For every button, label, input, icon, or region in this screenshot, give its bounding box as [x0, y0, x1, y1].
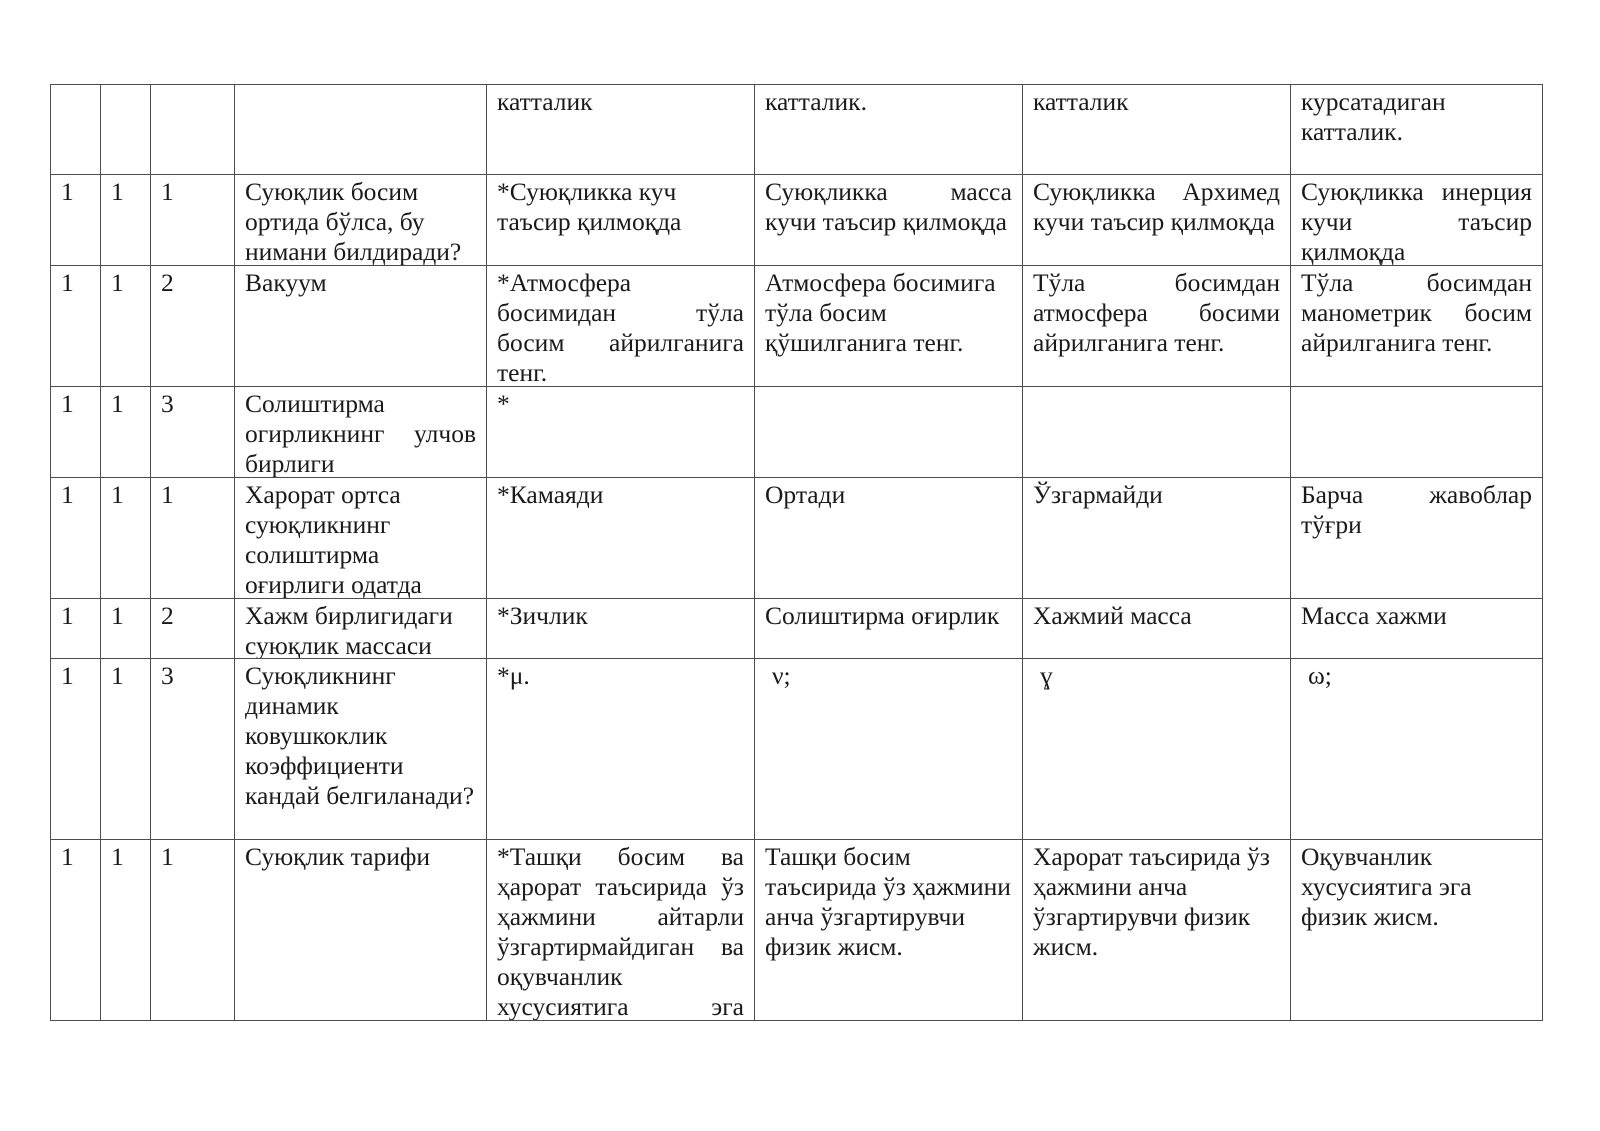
answer-correct-cell: *Ташқи босим ва ҳарорат таъсирида ўз ҳажмини айтарли ўзгартирмайдиган ва оқувчанлик хусусиятига эга	[487, 840, 755, 1021]
answer-option-3-cell: Суюқликка Архимед кучи таъсир қилмоқда	[1023, 175, 1291, 266]
question-text-cell: Вакуум	[235, 266, 487, 387]
question-number-cell: 3	[151, 659, 235, 840]
level-number-cell: 1	[51, 659, 101, 840]
question-text-cell: Суюқлик тарифи	[235, 840, 487, 1021]
answer-correct-cell: катталик	[487, 85, 755, 175]
answer-correct-cell: *Суюқликка куч таъсир қилмоқда	[487, 175, 755, 266]
answer-option-3-cell: Ўзгармайди	[1023, 478, 1291, 599]
answer-option-2-cell: Ортади	[755, 478, 1023, 599]
answer-option-4-cell: Масса хажми	[1291, 599, 1543, 659]
answer-correct-cell: *Камаяди	[487, 478, 755, 599]
answer-correct-cell: *Зичлик	[487, 599, 755, 659]
answer-option-3-cell: Хажмий масса	[1023, 599, 1291, 659]
section-number-cell: 1	[101, 599, 151, 659]
section-number-cell: 1	[101, 478, 151, 599]
level-number-cell: 1	[51, 266, 101, 387]
question-number-cell: 1	[151, 478, 235, 599]
answer-option-4-cell: Тўла босимдан манометрик босим айрилганига тенг.	[1291, 266, 1543, 387]
question-text-cell	[235, 85, 487, 175]
question-number-cell: 2	[151, 266, 235, 387]
question-text-cell: Суюқликнинг динамик ковушкоклик коэффициенти кандай белгиланади?	[235, 659, 487, 840]
answer-option-4-cell: Барча жавоблар тўғри	[1291, 478, 1543, 599]
question-text-cell: Харорат ортса суюқликнинг солиштирма оғирлиги одатда	[235, 478, 487, 599]
question-number-cell	[151, 85, 235, 175]
question-text-cell: Солиштирма огирликнинг улчов бирлиги	[235, 387, 487, 478]
answer-option-2-cell: катталик.	[755, 85, 1023, 175]
level-number-cell: 1	[51, 599, 101, 659]
section-number-cell: 1	[101, 659, 151, 840]
section-number-cell: 1	[101, 266, 151, 387]
level-number-cell: 1	[51, 387, 101, 478]
answer-option-2-cell: Суюқликка масса кучи таъсир қилмоқда	[755, 175, 1023, 266]
answer-option-4-cell: Суюқликка инерция кучи таъсир қилмоқда	[1291, 175, 1543, 266]
question-number-cell: 1	[151, 175, 235, 266]
answer-option-2-cell: Ташқи босим таъсирида ўз ҳажмини анча ўзгартирувчи физик жисм.	[755, 840, 1023, 1021]
section-number-cell: 1	[101, 840, 151, 1021]
test-questions-table	[50, 84, 1543, 1021]
level-number-cell	[51, 85, 101, 175]
answer-option-2-cell: Атмосфера босимига тўла босим қўшилганига тенг.	[755, 266, 1023, 387]
section-number-cell: 1	[101, 175, 151, 266]
answer-option-4-cell: курсатадиган катталик.	[1291, 85, 1543, 175]
level-number-cell: 1	[51, 840, 101, 1021]
question-number-cell: 2	[151, 599, 235, 659]
section-number-cell	[101, 85, 151, 175]
question-number-cell: 3	[151, 387, 235, 478]
answer-option-3-cell	[1023, 387, 1291, 478]
answer-option-2-cell: Солиштирма оғирлик	[755, 599, 1023, 659]
answer-option-4-cell	[1291, 387, 1543, 478]
answer-correct-cell: *μ.	[487, 659, 755, 840]
answer-option-3-cell: ɣ	[1023, 659, 1291, 840]
level-number-cell: 1	[51, 478, 101, 599]
answer-option-2-cell: ν;	[755, 659, 1023, 840]
question-text-cell: Суюқлик босим ортида бўлса, бу нимани билдиради?	[235, 175, 487, 266]
answer-correct-cell: *	[487, 387, 755, 478]
answer-option-3-cell: Харорат таъсирида ўз ҳажмини анча ўзгартирувчи физик жисм.	[1023, 840, 1291, 1021]
answer-option-2-cell	[755, 387, 1023, 478]
answer-option-4-cell: ω;	[1291, 659, 1543, 840]
answer-correct-cell: *Атмосфера босимидан тўла босим айрилганига тенг.	[487, 266, 755, 387]
question-number-cell: 1	[151, 840, 235, 1021]
level-number-cell: 1	[51, 175, 101, 266]
answer-option-4-cell: Оқувчанлик хусусиятига эга физик жисм.	[1291, 840, 1543, 1021]
answer-option-3-cell: Тўла босимдан атмосфера босими айрилганига тенг.	[1023, 266, 1291, 387]
question-text-cell: Хажм бирлигидаги суюқлик массаси	[235, 599, 487, 659]
section-number-cell: 1	[101, 387, 151, 478]
answer-option-3-cell: катталик	[1023, 85, 1291, 175]
